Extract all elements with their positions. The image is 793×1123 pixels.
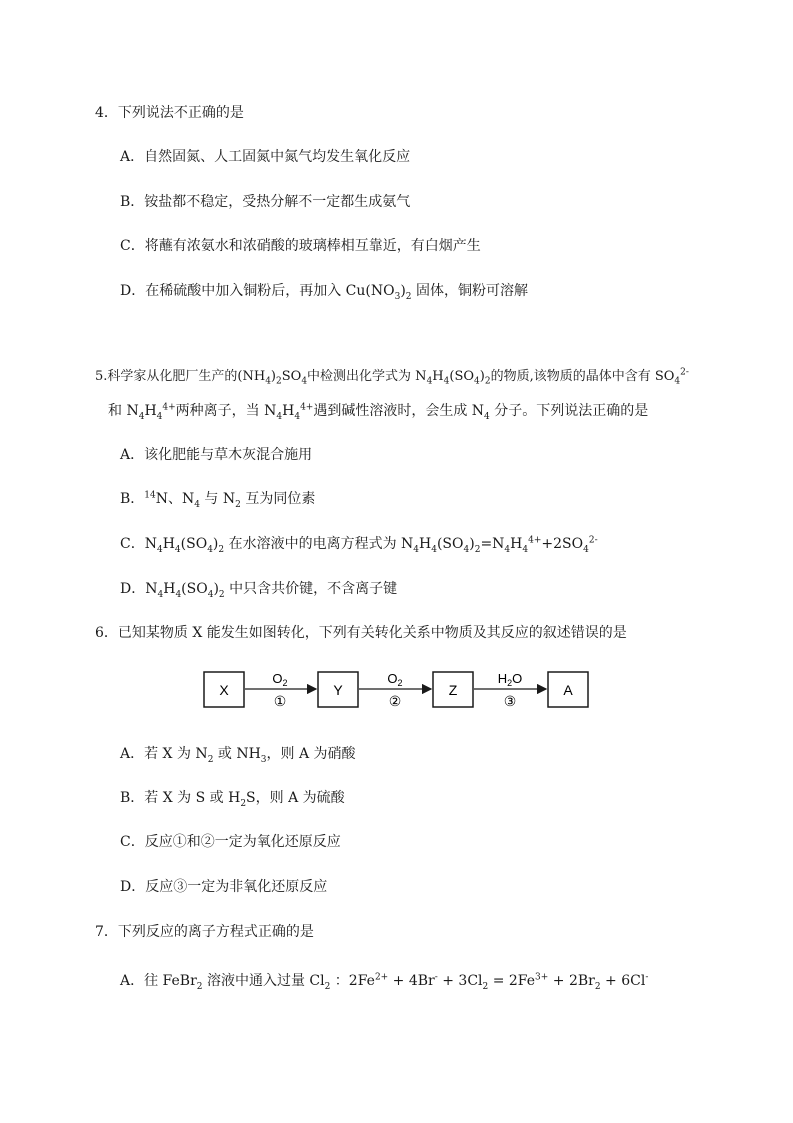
flow-box-x-label: X xyxy=(219,682,229,698)
flow-step-1: ① xyxy=(273,693,287,709)
conversion-flow-diagram xyxy=(203,664,595,710)
flow-box-y xyxy=(318,672,358,707)
flow-step-2: ② xyxy=(388,693,402,709)
flow-box-z-label: Z xyxy=(448,682,458,698)
q6-option-b: B．若 X 为 S 或 $H_2S$，则 A 为硫酸 xyxy=(120,790,345,809)
flow-reagent-2: $O_2$ xyxy=(387,671,403,688)
flow-step-3: ③ xyxy=(503,693,517,709)
flow-box-x xyxy=(204,672,244,707)
q5-stem-line1: 5.科学家从化肥厂生产的$(NH_4)_2SO_4$中检测出化学式为 $N_4H_4(SO_4)_2$的物质,该物质的晶体中含有 $SO_4^{2-}$ xyxy=(95,367,689,387)
q4-option-d: D．在稀硫酸中加入铜粉后，再加入 $Cu(NO_3)_2$ 固体，铜粉可溶解 xyxy=(120,283,528,302)
q4-option-b: B．铵盐都不稳定，受热分解不一定都生成氨气 xyxy=(120,194,411,210)
q4-stem: 4．下列说法不正确的是 xyxy=(95,105,244,121)
flow-reagent-1: $O_2$ xyxy=(272,671,288,688)
flow-box-z xyxy=(433,672,473,707)
q6-option-a: A．若 X 为 $N_2$ 或 $NH_3$，则 A 为硝酸 xyxy=(120,746,356,765)
q7-stem: 7．下列反应的离子方程式正确的是 xyxy=(95,924,314,940)
q5-option-b: B．$^{14}$N、$N_4$ 与 $N_2$ 互为同位素 xyxy=(120,490,316,510)
q7-option-a: A．往 FeBr$_2$ 溶液中通入过量 $Cl_2$ ：$2Fe^{2+} + 4Br^- + 3Cl_2 = 2Fe^{3+} + 2Br_2 + 6Cl^-$ xyxy=(120,972,649,992)
q5-option-a: A．该化肥能与草木灰混合施用 xyxy=(120,447,313,463)
q5-option-c: C．$N_4H_4(SO_4)_2$ 在水溶液中的电离方程式为 $N_4H_4(SO_4)_2=N_4H_4^{4+}+2SO_4^{2-}$ xyxy=(120,535,598,555)
flow-reagent-3: $H_2O$ xyxy=(497,671,523,688)
q4-option-a: A．自然固氮、人工固氮中氮气均发生氧化反应 xyxy=(120,149,411,165)
q6-option-d: D．反应③一定为非氧化还原反应 xyxy=(120,879,328,895)
q6-option-c: C．反应①和②一定为氧化还原反应 xyxy=(120,834,341,850)
flow-box-a xyxy=(548,672,588,707)
flow-box-y-label: Y xyxy=(333,682,343,698)
q5-stem-line2: 和 $N_4H_4^{4+}$两种离子，当 $N_4H_4^{4+}$遇到碱性溶液时，会生成 $N_4$ 分子。下列说法正确的是 xyxy=(108,402,649,422)
q5-option-d: D．$N_4H_4(SO_4)_2$ 中只含共价键，不含离子键 xyxy=(120,581,398,600)
q4-option-c: C．将蘸有浓氨水和浓硝酸的玻璃棒相互靠近，有白烟产生 xyxy=(120,238,481,254)
flow-box-a-label: A xyxy=(563,682,573,698)
q6-stem: 6．已知某物质 X 能发生如图转化，下列有关转化关系中物质及其反应的叙述错误的是 xyxy=(95,625,627,641)
